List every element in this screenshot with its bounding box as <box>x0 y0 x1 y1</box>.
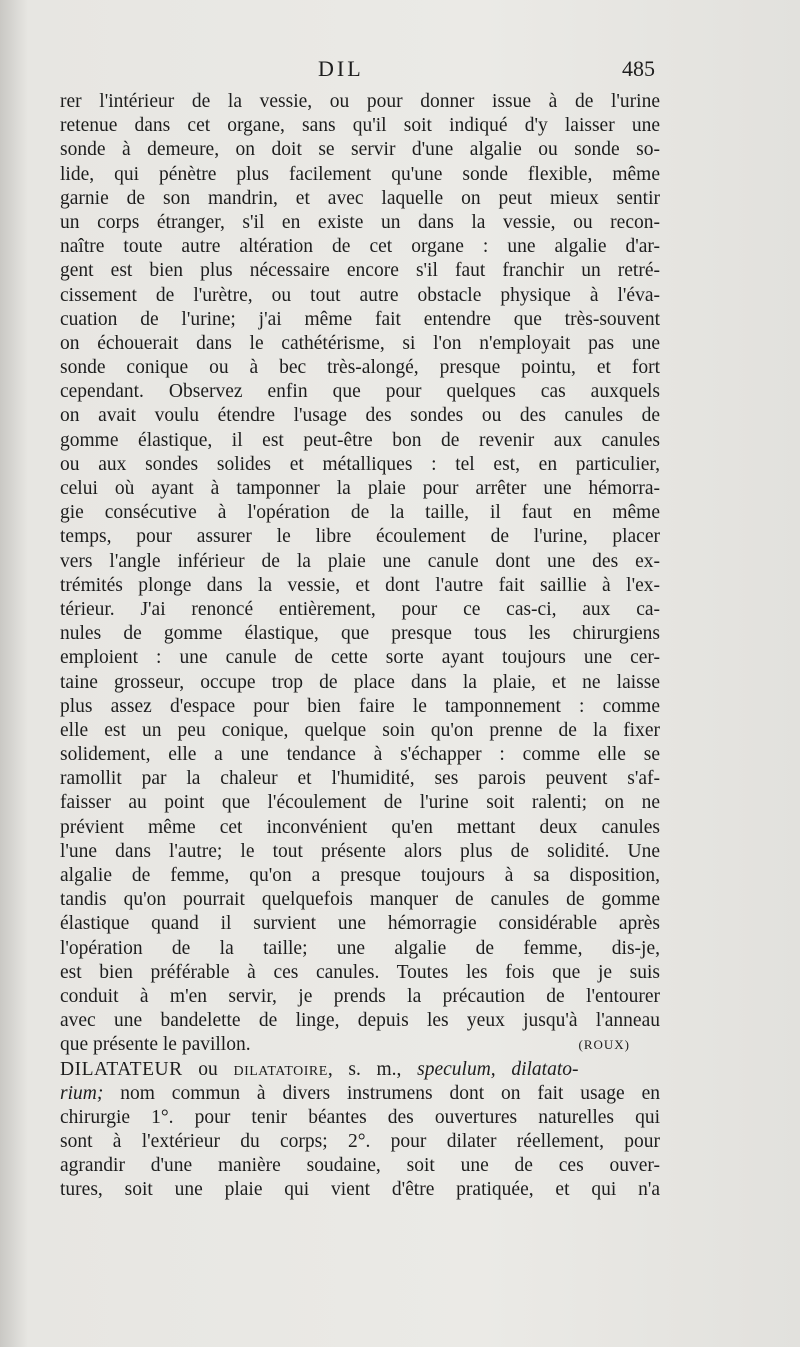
body-text <box>60 90 660 1203</box>
text-line: tandis qu'on pourrait quelquefois manquer de canules de gomme <box>60 889 660 911</box>
entry-line: chirurgie 1°. pour tenir béantes des ouvertures naturelles qui <box>60 1106 660 1128</box>
text-line: gie consécutive à l'opération de la taille, il faut en même <box>60 502 660 524</box>
text-line: taine grosseur, occupe trop de place dans la plaie, et ne laisse <box>60 671 660 693</box>
text-line: sonde conique ou à bec très-alongé, presque pointu, et fort <box>60 357 660 379</box>
entry-line <box>60 1082 660 1106</box>
entry-line-text: nom commun à divers instrumens dont on fait usage en <box>103 1082 660 1104</box>
text-line: cissement de l'urètre, ou tout autre obstacle physique à l'éva- <box>60 284 660 306</box>
text-line: trémités plonge dans la vessie, et dont l'autre fait saillie à l'ex- <box>60 574 660 596</box>
text-line: on échouerait dans le cathétérisme, si l'on n'employait pas une <box>60 332 660 354</box>
entry-line: sont à l'extérieur du corps; 2°. pour dilater réellement, pour <box>60 1131 660 1153</box>
page-number: 485 <box>622 56 655 81</box>
text-line: térieur. J'ai renoncé entièrement, pour ce cas-ci, aux ca- <box>60 598 660 620</box>
text-line: ramollit par la chaleur et l'humidité, ses parois peuvent s'af- <box>60 768 660 790</box>
entry-variant: DILATATOIRE <box>233 1063 328 1079</box>
page-header <box>0 56 800 90</box>
text-line: plus assez d'espace pour bien faire le tamponnement : comme <box>60 695 660 717</box>
text-line: vers l'angle inférieur de la plaie une canule dont une des ex- <box>60 550 660 572</box>
text-line: l'une dans l'autre; le tout présente alors plus de solidité. Une <box>60 840 660 862</box>
text-line: garnie de son mandrin, et avec laquelle on peut mieux sentir <box>60 187 660 209</box>
text-line: gent est bien plus nécessaire encore s'il faut franchir un retré- <box>60 260 660 282</box>
text-line: retenue dans cet organe, sans qu'il soit indiqué d'y laisser une <box>60 115 660 137</box>
entry-grammar: , s. m., <box>327 1058 418 1080</box>
text-line: on avait voulu étendre l'usage des sondes ou des canules de <box>60 405 660 427</box>
text-line: lide, qui pénètre plus facilement qu'une sonde flexible, même <box>60 163 660 185</box>
entry-line: tures, soit une plaie qui vient d'être pratiquée, et qui n'a <box>60 1179 660 1201</box>
text-line: solidement, elle a une tendance à s'échapper : comme elle se <box>60 744 660 766</box>
text-line: l'opération de la taille; une algalie de femme, dis-je, <box>60 937 660 959</box>
text-line: emploient : une canule de cette sorte ayant toujours une cer- <box>60 647 660 669</box>
text-line: temps, pour assurer le libre écoulement de l'urine, placer <box>60 526 660 548</box>
text-line: ou aux sondes solides et métalliques : tel est, en particulier, <box>60 453 660 475</box>
entry-connector: ou <box>182 1058 234 1080</box>
text-line: algalie de femme, qu'on a presque toujours à sa disposition, <box>60 865 660 886</box>
text-line: celui où ayant à tamponner la plaie pour arrêter une hémorra- <box>60 478 660 499</box>
text-line: sonde à demeure, on doit se servir d'une algalie ou sonde so- <box>60 139 660 161</box>
entry-line: agrandir d'une manière soudaine, soit une de ces ouver- <box>60 1155 660 1177</box>
entry-latin-continued: rium; <box>60 1082 104 1104</box>
text-line: avec une bandelette de linge, depuis les yeux jusqu'à l'anneau <box>60 1010 660 1032</box>
entry-latin: speculum, dilatato- <box>417 1058 579 1080</box>
text-line: naître toute autre altération de cet organe : une algalie d'ar- <box>60 236 660 258</box>
text-line: conduit à m'en servir, je prends la précaution de l'entourer <box>60 985 660 1007</box>
text-line: rer l'intérieur de la vessie, ou pour donner issue à de l'urine <box>60 91 660 112</box>
text-line: est bien préférable à ces canules. Toutes les fois que je suis <box>60 961 660 983</box>
entry-headword: DILATATEUR <box>60 1058 183 1080</box>
text-line: nules de gomme élastique, que presque tous les chirurgiens <box>60 623 660 645</box>
text-line: faisser au point que l'écoulement de l'urine soit ralenti; on ne <box>60 792 660 814</box>
text-line: un corps étranger, s'il en existe un dans la vessie, ou recon- <box>60 211 660 233</box>
dictionary-entry <box>60 1058 660 1203</box>
text-line: cependant. Observez enfin que pour quelques cas auxquels <box>60 381 660 403</box>
text-line: elle est un peu conique, quelque soin qu'on prenne de la fixer <box>60 719 660 741</box>
entry-line <box>60 1058 660 1082</box>
text-line: élastique quand il survient une hémorragie considérable après <box>60 913 660 935</box>
continuation-paragraph <box>60 90 660 1033</box>
running-head: DIL <box>318 56 364 81</box>
text-line: gomme élastique, il est peut-être bon de revenir aux canules <box>60 429 660 451</box>
text-line: cuation de l'urine; j'ai même fait entendre que très-souvent <box>60 308 660 330</box>
paragraph-last-line <box>60 1033 660 1057</box>
author-signature: (ROUX) <box>578 1037 630 1053</box>
text-line: prévient même cet inconvénient qu'en mettant deux canules <box>60 816 660 838</box>
last-line-text: que présente le pavillon. <box>60 1034 251 1056</box>
